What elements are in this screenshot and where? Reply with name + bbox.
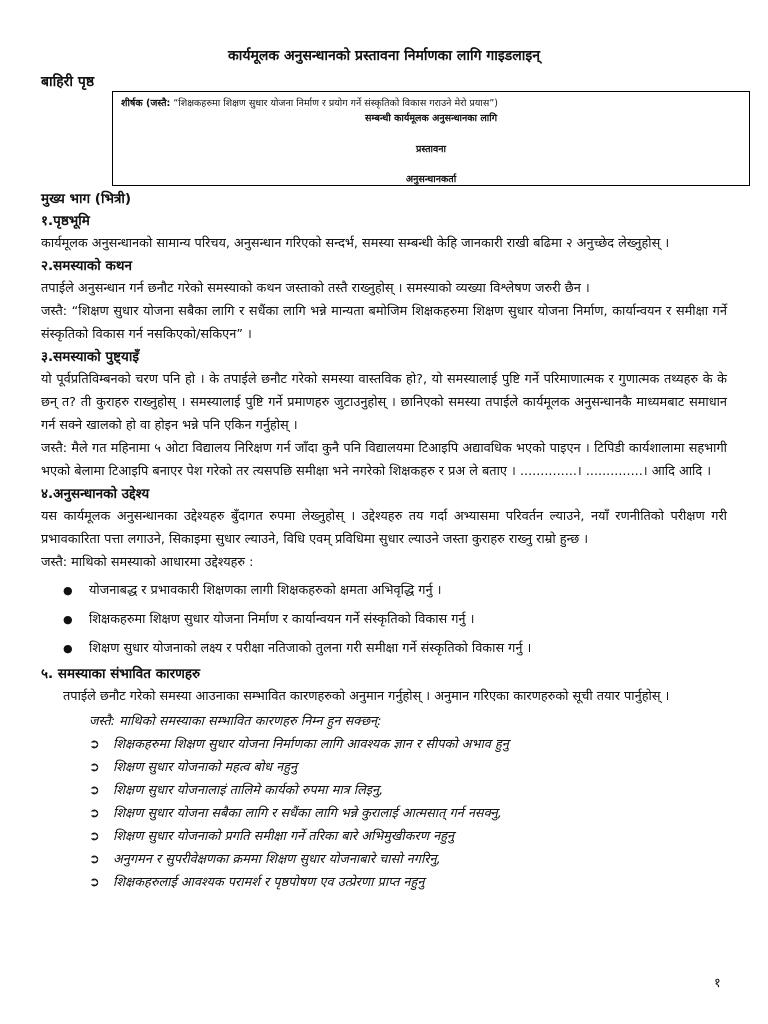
section-1-heading: १.पृष्ठभूमि: [41, 213, 90, 229]
cause-item: ➲ शिक्षण सुधार योजनाको प्रगति समीक्षा गर्ने तरिका बारे अभिमुखीकरण नहुनु: [41, 825, 727, 848]
section-4-heading: ४.अनुसन्धानको उद्देश्य: [41, 486, 150, 502]
objectives-list: [41, 576, 727, 663]
section-2-text: तपाईले अनुसन्धान गर्न छनौट गरेको समस्याको कथन जस्ताको तस्तै राख्नुहोस् । समस्याको व्यख्या विश्लेषण जरुरी छैन ।: [41, 281, 590, 296]
page-number: १: [714, 976, 721, 991]
cause-item: ➲ शिक्षण सुधार योजनालाइं तालिमे कार्यको रुपमा मात्र लिइनु,: [41, 779, 727, 802]
section-3-example: जस्तै: मैले गत महिनामा ५ ओटा विद्यालय निरिक्षण गर्न जाँदा कुनै पनि विद्यालयमा टिआइपि अद्यावधिक भएको पाइएन । टिपिडी कार्यशालामा सहभागी भएको बेलामा टिआइपि बनाएर पेश गरेको तर त्यसपछि समीक्षा भने नगरेको शिक्षकहरु र प्रअ ले बताए । ..............। ..............। आदि आदि ।: [41, 441, 727, 479]
section-5-heading: ५. समस्याका संभावित कारणहरु: [41, 666, 201, 682]
cause-item: ➲ शिक्षण सुधार योजनाको महत्व बोध नहुनु: [41, 756, 727, 779]
cover-title-line: [121, 96, 498, 109]
cause-item: ➲ शिक्षकहरुलाई आवश्यक परामर्श र पृष्ठपोषण एव उत्प्रेरणा प्राप्त नहुनु: [41, 871, 727, 894]
cover-title-text: “शिक्षकहरुमा शिक्षण सुधार योजना निर्माण र प्रयोग गर्ने संस्कृतिको विकास गराउने मेरो प्रयास”): [173, 98, 498, 109]
cause-item: ➲ अनुगमन र सुपरीवेक्षणका क्रममा शिक्षण सुधार योजनाबारे चासो नगरिनु,: [41, 848, 727, 871]
cover-title-label: शीर्षक (जस्तै:: [121, 98, 171, 109]
section-5-text: तपाईले छनौट गरेको समस्या आउनाका सम्भावित कारणहरुको अनुमान गर्नुहोस् । अनुमान गरिएका कारणहरुको सूची तयार पार्नुहोस् ।: [63, 689, 670, 704]
cause-item: ➲ शिक्षकहरुमा शिक्षण सुधार योजना निर्माणका लागि आवश्यक ज्ञान र सीपको अभाव हुनु: [41, 733, 727, 756]
document-title: कार्यमूलक अनुसन्धानको प्रस्तावना निर्माणका लागि गाइडलाइन्: [227, 48, 541, 64]
objective-item: ● शिक्षण सुधार योजनाको लक्ष्य र परीक्षा नतिजाको तुलना गरी समीक्षा गर्ने संस्कृतिको विकास गर्नु ।: [41, 634, 727, 663]
section-4-text: यस कार्यमूलक अनुसन्धानका उद्देश्यहरु बुँदागत रुपमा लेख्नुहोस् । उद्देश्यहरु तय गर्दा अभ्यासमा परिवर्तन ल्याउने, नयाँ रणनीतिको परीक्षण गरी प्रभावकारिता पत्ता लगाउने, सिकाइमा सुधार ल्याउने, विधि एवम् प्रविधिमा सुधार ल्याउने जस्ता कुराहरु राख्नु राम्रो हुन्छ ।: [41, 509, 727, 547]
section-4-example: जस्तै: माथिको समस्याको आधारमा उद्देश्यहरु :: [41, 555, 254, 570]
objective-item: ● शिक्षकहरुमा शिक्षण सुधार योजना निर्माण र कार्यान्वयन गर्ने संस्कृतिको विकास गर्नु ।: [41, 605, 727, 634]
cover-researcher: अनुसन्धानकर्ता: [405, 174, 457, 185]
section-3-text: यो पूर्वप्रतिविम्बनको चरण पनि हो । के तपाईले छनौट गरेको समस्या वास्तविक हो?, यो समस्यालाई पुष्टि गर्ने परिमाणात्मक र गुणात्मक तथ्यहरु के के छन् त? ती कुराहरु राख्नुहोस् । समस्यालाई पुष्टि गर्ने प्रमाणहरु जुटाउनुहोस् । छानिएको समस्या तपाईले कार्यमूलक अनुसन्धानकै माध्यमबाट समाधान गर्न सक्ने खालको हो वा होइन भन्ने पनि एकिन गर्नुहोस् ।: [41, 372, 727, 433]
outer-page-heading: बाहिरी पृष्ठ: [41, 74, 95, 90]
section-5-example: जस्तै: माथिको समस्याका सम्भावित कारणहरु निम्न हुन सक्छन्:: [89, 714, 382, 729]
section-2-heading: २.समस्याको कथन: [41, 258, 132, 274]
causes-list: [41, 733, 727, 894]
cover-box: [112, 91, 750, 186]
section-3-heading: ३.समस्याको पुष्ट्याइँ: [41, 349, 139, 365]
main-content: [41, 188, 727, 894]
section-1-text: कार्यमूलक अनुसन्धानको सामान्य परिचय, अनुसन्धान गरिएको सन्दर्भ, समस्या सम्बन्धी केहि जानकारी राखी बढिमा २ अनुच्छेद लेख्नुहोस् ।: [41, 236, 670, 251]
section-2-example: जस्तै: “शिक्षण सुधार योजना सबैका लागि र सधैंका लागि भन्ने मान्यता बमोजिम शिक्षकहरुमा शिक्षण सुधार योजना निर्माण, कार्यान्वयन र समीक्षा गर्ने संस्कृतिको विकास गर्न नसकिएको/सकिएन” ।: [41, 304, 727, 342]
cover-subtitle: सम्बन्धी कार्यमूलक अनुसन्धानका लागि: [364, 113, 498, 124]
cover-proposal: प्रस्तावना: [416, 144, 446, 155]
objective-item: ● योजनाबद्ध र प्रभावकारी शिक्षणका लागी शिक्षकहरुको क्षमता अभिवृद्धि गर्नु ।: [41, 576, 727, 605]
main-part-heading: मुख्य भाग (भित्री): [41, 191, 132, 207]
cause-item: ➲ शिक्षण सुधार योजना सबैका लागि र सधैंका लागि भन्ने कुरालाई आत्मसात् गर्न नसक्नु,: [41, 802, 727, 825]
